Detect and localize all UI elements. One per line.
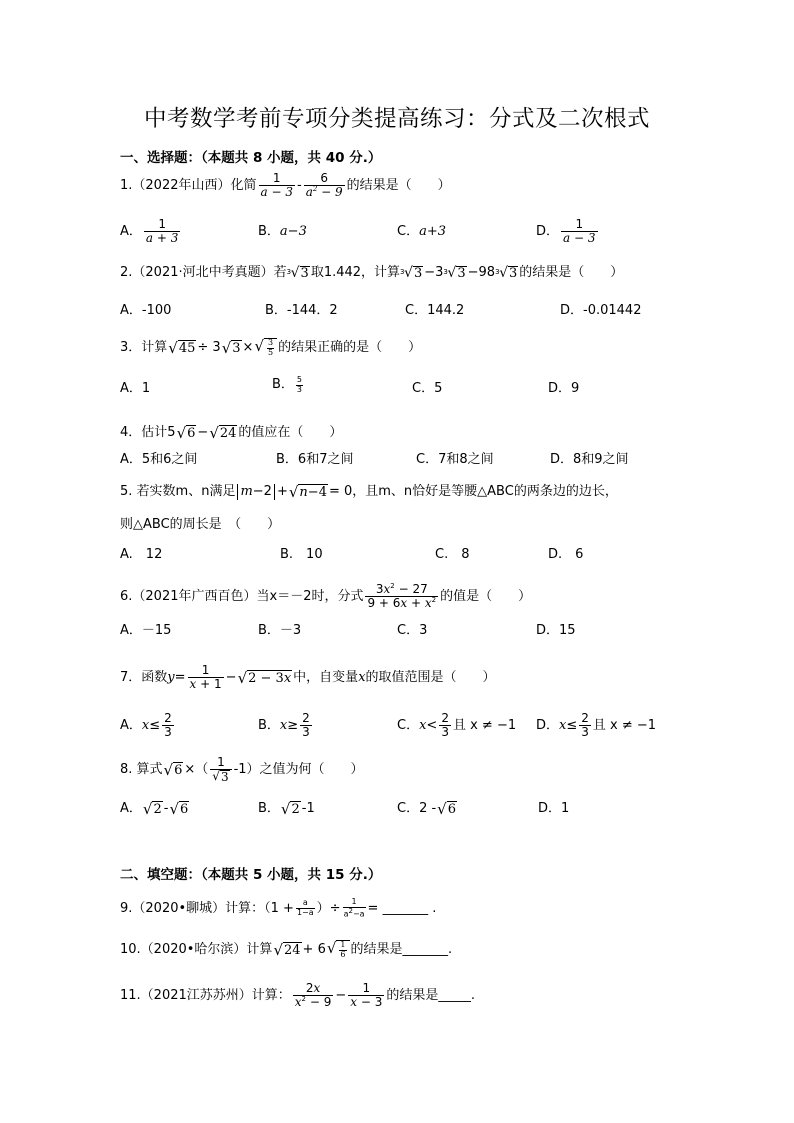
q4-option-d[interactable]: D．8和9之间	[550, 452, 629, 467]
q6-option-d[interactable]: D．15	[536, 623, 576, 638]
q1-option-d[interactable]: D． $\frac{1}{a - 3}$	[536, 217, 596, 246]
question-4: 4．估计 5 √ 6 − √ 24 的值应在（ ）	[120, 424, 343, 442]
q8-option-b[interactable]: B． √ 2 -1	[258, 800, 315, 818]
q5-option-d[interactable]: D. 6	[548, 547, 584, 562]
q6-option-a[interactable]: A．－15	[120, 623, 172, 638]
q1-fraction-1: $\frac{1}{a - 3}$	[260, 171, 293, 200]
q8-option-c[interactable]: C．2 - √ 6	[397, 800, 457, 818]
page-title: 中考数学考前专项分类提高练习：分式及二次根式	[143, 106, 650, 132]
question-2: 2.（2021·河北中考真题）若 3 √ 3 取1.442，计算 3 √ 3 −3 3 √ 3 −98 3 √ 3 的结果是（ ）	[120, 264, 624, 281]
q6-option-c[interactable]: C．3	[397, 623, 428, 638]
question-5-line-2: 则△ABC的周长是 （ ）	[120, 517, 281, 532]
q3-option-c[interactable]: C．5	[412, 381, 443, 396]
q7-option-a[interactable]: A． x ≤ $\frac{2}{3}$	[120, 711, 172, 740]
question-5-line-1: 5. 若实数m、n满足 m −2 + √ n−4 = 0 ，且m、n恰好是等腰△ABC的两条边的边长，	[120, 483, 618, 501]
question-1: 1.（2022年山西）化简 $\frac{1}{a - 3}$ - $\frac{6}{a^2 - 9}$ 的结果是（ ）	[120, 171, 451, 200]
q3-option-d[interactable]: D．9	[548, 381, 580, 396]
q1-option-c[interactable]: C． a+3	[397, 224, 446, 239]
q2-option-a[interactable]: A．-100	[120, 303, 172, 318]
section-fill-heading: 二、填空题：（本题共 5 小题，共 15 分.）	[120, 867, 382, 883]
q8-option-d[interactable]: D．1	[538, 801, 570, 816]
q1-lead: 1.（2022年山西）化简	[120, 177, 257, 193]
question-7: 7．函数 y = $\frac{1}{x + 1}$ − √ 2 − 3x 中，自变量 x 的取值范围是（ ）	[120, 663, 496, 692]
q2-option-b[interactable]: B．-144．2	[265, 303, 338, 318]
q1-tail: 的结果是（ ）	[346, 177, 451, 193]
q3-option-b[interactable]: B． $\frac{5}{3}$	[272, 375, 303, 394]
q4-option-a[interactable]: A．5和6之间	[120, 452, 198, 467]
q4-option-b[interactable]: B．6和7之间	[276, 452, 354, 467]
q8-option-a[interactable]: A． √ 2 - √ 6	[120, 800, 189, 818]
q1-option-b[interactable]: B． a−3	[258, 224, 307, 239]
question-10: 10.（2020•哈尔滨）计算 √ 24 + 6 √ $\frac{1}{6}$ 的结果是_______.	[120, 939, 453, 959]
q7-option-c[interactable]: C． x < $\frac{2}{3}$ 且 x ≠ −1	[397, 711, 517, 740]
q5-option-c[interactable]: C. 8	[435, 547, 470, 562]
q2-option-d[interactable]: D．-0.01442	[560, 303, 642, 318]
question-8: 8. 算式 √ 6 ×（ 1 √ 3 -1）之值为何（ ）	[120, 755, 364, 785]
question-6: 6.（2021年广西百色）当 x＝－2时，分式 $\frac{3x^2 - 27}{9 + 6x + x^2}$ 的值是（ ）	[120, 582, 532, 611]
question-9: 9.（2020•聊城）计算：（1 + $\frac{a}{1-a}$ ）÷ $\frac{1}{a^2-a}$ = _______ .	[120, 897, 437, 919]
q7-option-b[interactable]: B． x ≥ $\frac{2}{3}$	[258, 711, 310, 740]
q3-option-a[interactable]: A．1	[120, 381, 151, 396]
q2-option-c[interactable]: C．144.2	[405, 303, 465, 318]
q5-option-a[interactable]: A. 12	[120, 547, 163, 562]
q4-option-c[interactable]: C．7和8之间	[416, 452, 494, 467]
q6-option-b[interactable]: B．－3	[258, 623, 302, 638]
section-choice-heading: 一、选择题：（本题共 8 小题，共 40 分.）	[120, 150, 382, 166]
q1-fraction-2: $\frac{6}{a^2 - 9}$	[305, 171, 343, 200]
question-3: 3．计算 √ 45 ÷ 3 √ 3 × √ $\frac{3}{5}$ 的结果正确的是（ ）	[120, 337, 422, 357]
q7-option-d[interactable]: D． x ≤ $\frac{2}{3}$ 且 x ≠ −1	[536, 711, 657, 740]
q1-option-a[interactable]: A． $\frac{1}{a + 3}$	[120, 217, 179, 246]
q5-option-b[interactable]: B. 10	[280, 547, 323, 562]
question-11: 11.（2021江苏苏州）计算： $\frac{2x}{x^2 - 9}$ − $\frac{1}{x - 3}$ 的结果是_____.	[120, 981, 475, 1010]
